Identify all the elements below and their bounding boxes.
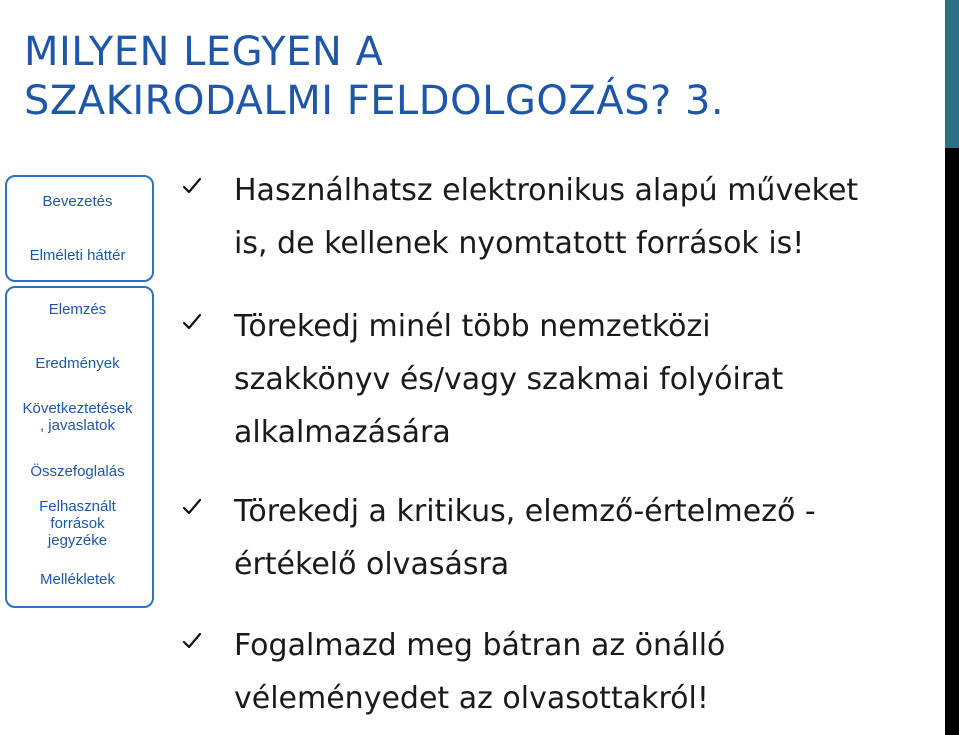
bullet-line: Fogalmazd meg bátran az önálló [234,628,726,663]
nav-item-felhasznalt-forrasok[interactable] [5,498,150,549]
nav-item-kovetkeztetesek[interactable] [5,400,150,434]
nav-item-kovetkeztetesek-line-2: , javaslatok [39,417,116,434]
right-edge-accent [945,0,959,148]
bullet-text [234,485,816,591]
bullet-line: szakkönyv és/vagy szakmai folyóirat [234,362,784,397]
bullet-text [234,619,725,725]
nav-item-bevezetes[interactable]: Bevezetés [42,193,113,210]
checkmark-icon [182,497,202,517]
nav-item-felhasznalt-line-2: források [50,515,105,532]
nav-group-bottom [5,286,154,608]
bullet-line: Használhatsz elektronikus alapú műveket [234,173,859,208]
bullet-line: Törekedj minél több nemzetközi [234,309,711,344]
bullet-line: is, de kellenek nyomtatott források is! [234,226,805,261]
nav-item-eredmenyek[interactable]: Eredmények [35,355,120,372]
slide-title [24,28,904,126]
checkmark-icon [182,312,202,332]
nav-item-elemzes[interactable]: Elemzés [48,301,107,318]
nav-item-felhasznalt-line-3: jegyzéke [47,532,108,549]
bullet-text [234,164,858,270]
nav-item-mellekletek[interactable]: Mellékletek [39,571,116,588]
bullet-line: véleményedet az olvasottakról! [234,681,709,716]
bullet-line: alkalmazására [234,415,451,450]
nav-item-felhasznalt-line-1: Felhasznált [39,498,116,515]
bullet-text [234,300,783,459]
right-edge-bar [945,0,959,735]
title-line-2: SZAKIRODALMI FELDOLGOZÁS? 3. [24,78,725,124]
bullet-line: értékelő olvasásra [234,547,510,582]
checkmark-icon [182,176,202,196]
nav-item-kovetkeztetesek-line-1: Következtetések [22,400,133,417]
nav-group-top [5,175,154,282]
nav-item-osszefoglalas[interactable]: Összefoglalás [30,463,125,480]
nav-item-elmeleti-hatter[interactable]: Elméleti háttér [29,247,126,264]
bullet-line: Törekedj a kritikus, elemző-értelmező - [234,494,816,529]
title-line-1: MILYEN LEGYEN A [24,29,384,75]
checkmark-icon [182,631,202,651]
navigation-panel [5,175,154,607]
